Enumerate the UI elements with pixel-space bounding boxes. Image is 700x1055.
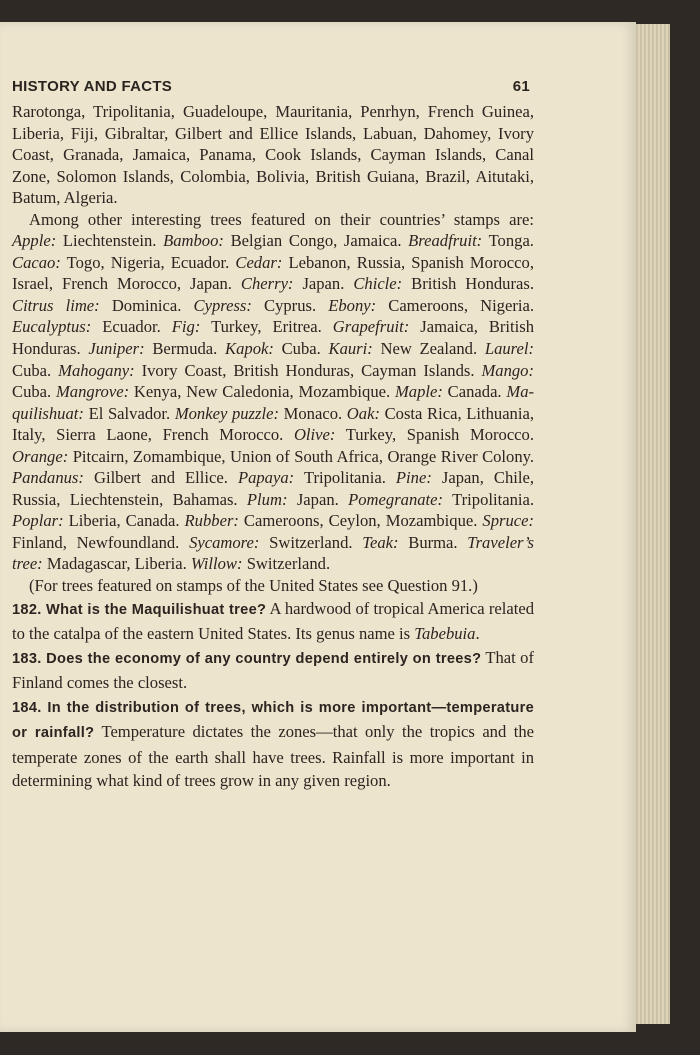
tree-countries: El Salvador. (88, 403, 171, 423)
running-head-title: HISTORY AND FACTS (12, 78, 173, 95)
background-shadow (666, 20, 700, 1055)
tree-name: Rubber: (184, 511, 239, 531)
question-heading: 182. What is the Maquilishuat tree? (12, 601, 267, 618)
tree-name: Spruce: (482, 511, 534, 531)
tree-countries: Japan, Chile, Russia, Liechtenstein, Bahamas. (12, 468, 534, 509)
tree-countries: Cyprus. (264, 295, 317, 315)
tree-countries: Cuba. (12, 382, 52, 402)
tree-name: Papaya: (237, 468, 295, 488)
tree-name: Pomegranate: (348, 489, 444, 509)
tree-countries: Cameroons, Ceylon, Mozambique. (243, 511, 478, 531)
tree-name: Olive: (293, 425, 336, 445)
tree-countries: Belgian Congo, Jamaica. (230, 231, 402, 251)
tree-countries: Turkey, Spanish Morocco. (345, 425, 534, 445)
country-list-paragraph: Rarotonga, Tripolitania, Guadeloupe, Mauritania, Penrhyn, French Guinea, Liberia, Fiji, Gibraltar, Gilbert and Ellice Islands, Labuan, Dahomey, Ivory Coast, Granada, Jamaica, Panama, Cook Islands, Cayman Islands, Canal Zone, Solomon Islands, Colombia, Bolivia, British Guiana, Brazil, Aitutaki, Batum, Algeria. (12, 102, 534, 208)
tree-name: Traveler’s tree: (12, 532, 534, 574)
tree-name: Pine: (395, 468, 432, 488)
tree-countries: Dominica. (111, 295, 182, 315)
tree-countries: Japan. (296, 489, 339, 509)
tree-countries: Jamaica, British Honduras. (12, 317, 535, 359)
answer-text: A hardwood of tropical America related to the catalpa of the eastern United States. Its genus name is (12, 598, 534, 644)
tree-countries: Switzerland. (246, 554, 331, 574)
tree-name: Kauri: (328, 339, 373, 359)
tree-name: Maple: (394, 382, 443, 402)
tree-name: Plum: (246, 489, 288, 509)
tree-countries: Gilbert and Ellice. (93, 468, 228, 488)
tree-countries: Costa Rica, Lithuania, Italy, Sierra Laone, French Morocco. (12, 403, 534, 445)
tree-countries: Bermuda. (152, 339, 218, 359)
tree-name: Citrus lime: (12, 295, 100, 315)
tree-name: Juniper: (88, 339, 145, 359)
tree-countries: Cuba. (281, 339, 321, 359)
answer-end: . (475, 624, 480, 644)
tree-countries: Japan. (302, 274, 345, 294)
tree-name: Cherry: (240, 274, 294, 294)
tree-name: Laurel: (484, 339, 535, 359)
tree-name: Willow: (190, 554, 243, 574)
body-text (12, 101, 534, 793)
answer-text: That of Finland comes the closest. (12, 647, 534, 693)
tree-name: Poplar: (12, 511, 64, 531)
tree-name: Teak: (362, 532, 399, 552)
trees-intro: Among other interesting trees featured on their countries’ stamps are: (29, 209, 534, 229)
tree-name: Eucalyptus: (12, 317, 92, 337)
tree-countries: Ecuador. (102, 317, 161, 337)
tree-countries: Liberia, Canada. (68, 511, 180, 531)
tree-name: Cypress: (193, 295, 252, 315)
tree-countries: Madagascar, Liberia. (46, 554, 187, 574)
tree-countries: British Honduras. (411, 274, 534, 294)
tree-name: Bamboo: (163, 231, 224, 251)
tree-name: Pandanus: (12, 468, 84, 488)
tree-name: Mahogany: (58, 360, 135, 380)
answer-text: Temperature dictates the zones—that only the tropics and the temperate zones of the earth shall have trees. Rainfall is more important in determining what kind of trees grow in any given region. (12, 722, 534, 791)
question-heading: 183. Does the economy of any country depend entirely on trees? (12, 650, 482, 667)
genus-name: Tabebuia (414, 624, 476, 644)
tree-name: Mango: (481, 360, 535, 380)
tree-name: Grapefruit: (332, 317, 410, 337)
tree-name: Apple: (12, 231, 57, 251)
tree-countries: Canada. (447, 382, 502, 402)
tree-name: Maquilishuat: (12, 382, 535, 423)
tree-countries: Cuba. (12, 360, 52, 380)
tree-countries: Ivory Coast, British Honduras, Cayman Islands. (141, 360, 475, 380)
tree-countries: Turkey, Eritrea. (211, 317, 322, 337)
tree-countries: Monaco. (283, 403, 343, 423)
tree-name: Orange: (12, 446, 69, 466)
tree-name: Oak: (346, 403, 380, 423)
tree-countries: Switzerland. (269, 532, 353, 552)
question-entry (12, 646, 534, 695)
tree-countries: Liechtenstein. (62, 231, 157, 251)
trees-paragraph (12, 209, 534, 575)
question-list (12, 597, 534, 793)
tree-name: Sycamore: (189, 532, 260, 552)
tree-countries: Finland, Newfoundland. (12, 532, 180, 552)
tree-countries: Tripolitania. (452, 489, 534, 509)
question-entry (12, 597, 534, 646)
tree-countries: Pitcairn, Zomambique, Union of South Africa, Orange River Colony. (72, 446, 535, 466)
tree-countries: Cameroons, Nigeria. (388, 295, 534, 315)
question-entry (12, 695, 534, 793)
tree-name: Ebony: (328, 295, 377, 315)
tree-name: Cacao: (12, 252, 61, 272)
running-header (12, 78, 530, 96)
us-note: (For trees featured on stamps of the United States see Question 91.) (29, 576, 478, 596)
tree-countries: Tripolitania. (303, 468, 386, 488)
tree-name: Chicle: (353, 274, 403, 294)
tree-name: Fig: (171, 317, 201, 337)
tree-countries: Togo, Nigeria, Ecuador. (66, 252, 230, 272)
tree-countries: New Zealand. (380, 339, 478, 359)
tree-countries: Burma. (408, 532, 458, 552)
page-number: 61 (512, 78, 530, 95)
tree-name: Cedar: (235, 252, 283, 272)
tree-name: Kapok: (225, 339, 274, 359)
page-edges (630, 24, 670, 1024)
tree-countries: Kenya, New Caledonia, Mozambique. (133, 382, 391, 402)
tree-countries: Lebanon, Russia, Spanish Morocco, Israel, French Morocco, Japan. (12, 252, 534, 294)
tree-name: Breadfruit: (408, 231, 483, 251)
question-heading: 184. In the distribution of trees, which is more important—temperature or rainfall? (12, 699, 534, 742)
tree-name: Monkey puzzle: (174, 403, 279, 423)
tree-name: Mangrove: (55, 382, 130, 402)
tree-countries: Tonga. (488, 231, 534, 251)
